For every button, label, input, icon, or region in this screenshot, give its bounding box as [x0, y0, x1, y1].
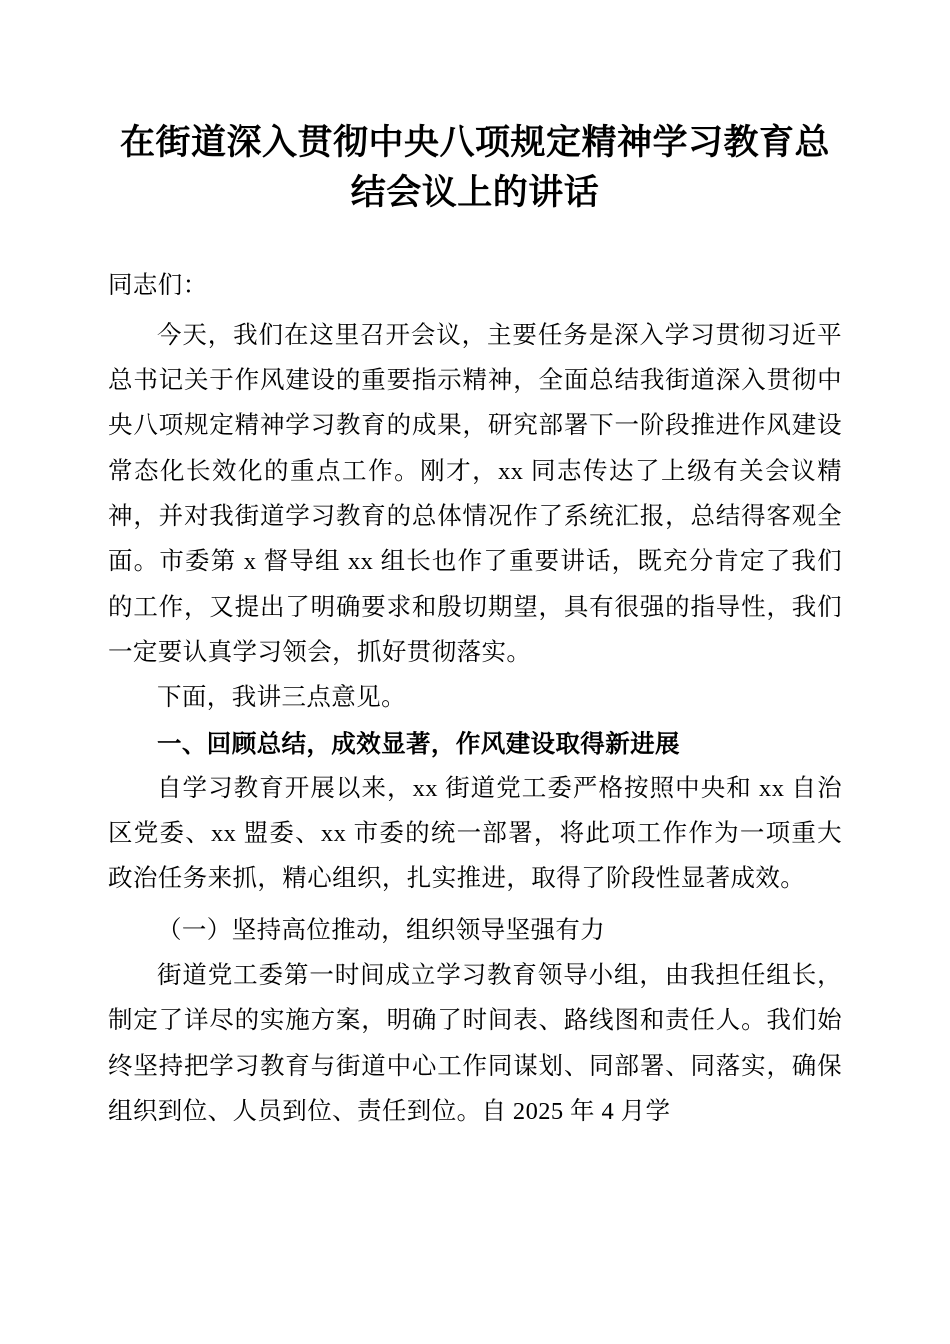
salutation-text: 同志们：: [108, 272, 208, 300]
subsection-heading-one-one: （一）坚持高位推动，组织领导坚强有力: [157, 916, 606, 944]
subsection-one-one-paragraph: 街道党工委第一时间成立学习教育领导小组，由我担任组长，制定了详尽的实施方案，明确了时间表、路线图和责任人。我们始终坚持把学习教育与街道中心工作同谋划、同部署、同落实，确保组织到位、人员到位、责任到位。自 2025 年 4 月学: [108, 962, 842, 1125]
intro-paragraph: 今天，我们在这里召开会议，主要任务是深入学习贯彻习近平总书记关于作风建设的重要指示精神，全面总结我街道深入贯彻中央八项规定精神学习教育的成果，研究部署下一阶段推进作风建设常态化长效化的重点工作。刚才，xx 同志传达了上级有关会议精神，并对我街道学习教育的总体情况作了系统汇报，总结得客观全面。市委第 x 督导组 xx 组长也作了重要讲话，既充分肯定了我们的工作，又提出了明确要求和殷切期望，具有很强的指导性，我们一定要认真学习领会，抓好贯彻落实。: [108, 321, 842, 666]
section-heading-one: 一、回顾总结，成效显著，作风建设取得新进展: [157, 728, 680, 758]
section-one-paragraph: 自学习教育开展以来，xx 街道党工委严格按照中央和 xx 自治区党委、xx 盟委、xx 市委的统一部署，将此项工作作为一项重大政治任务来抓，精心组织，扎实推进，取得了阶段性显著成效。: [108, 774, 842, 893]
page-title: 在街道深入贯彻中央八项规定精神学习教育总结会议上的讲话: [119, 122, 830, 213]
transition-paragraph: 下面，我讲三点意见。: [157, 684, 406, 712]
